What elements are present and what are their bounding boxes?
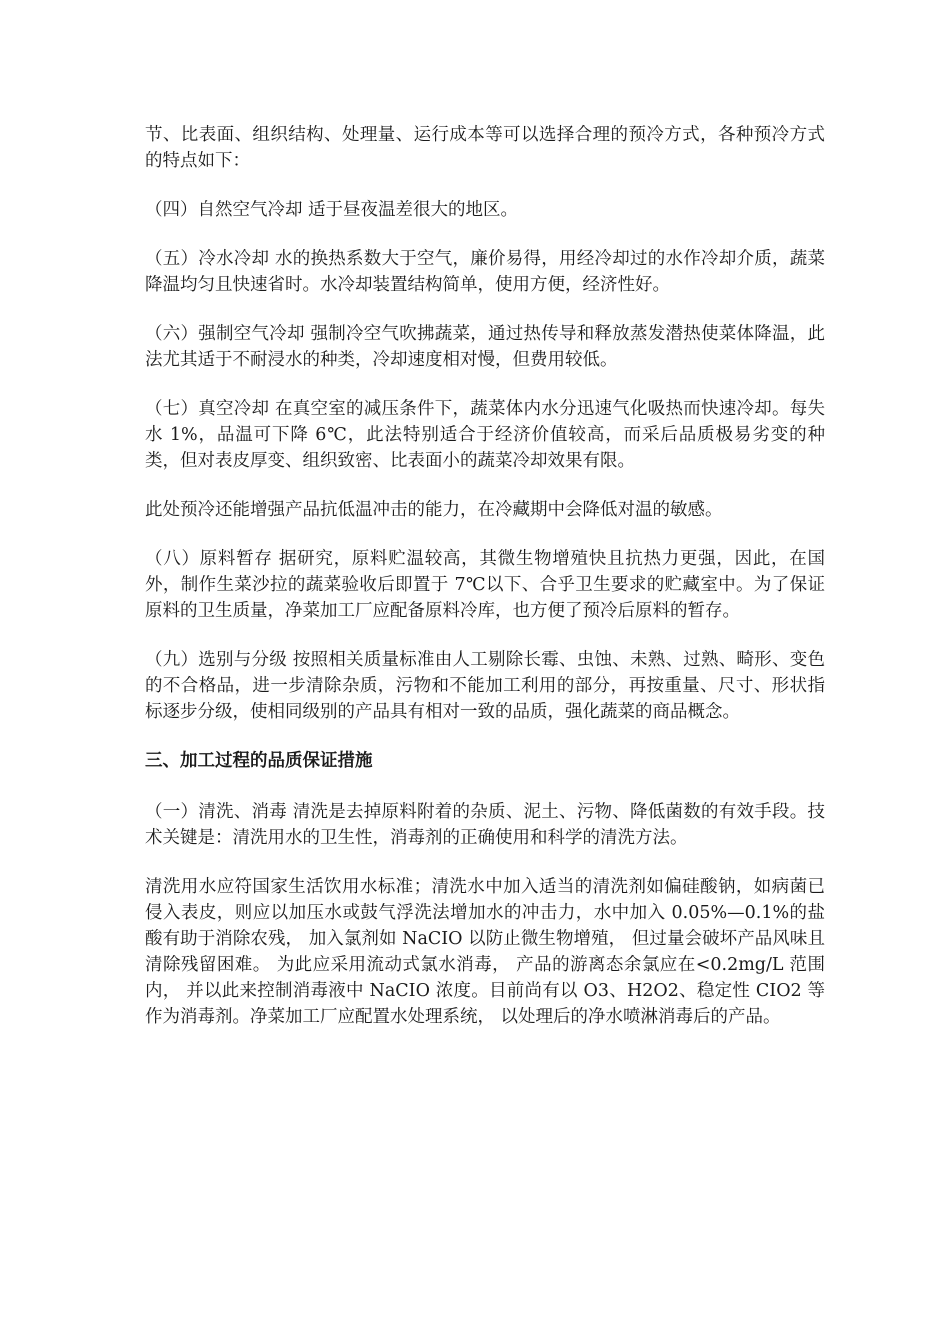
section-heading: 三、加工过程的品质保证措施 xyxy=(145,751,373,771)
document-page xyxy=(145,122,825,1053)
paragraph-forced-air-cooling: （六）强制空气冷却 强制冷空气吹拂蔬菜，通过热传导和释放蒸发潜热使菜体降温，此法尤其适于不耐浸水的种类，冷却速度相对慢，但费用较低。 xyxy=(145,324,825,370)
paragraph-vacuum-cooling: （七）真空冷却 在真空室的减压条件下，蔬菜体内水分迅速气化吸热而快速冷却。每失水 1%，品温可下降 6℃，此法特别适合于经济价值较高，而采后品质极易劣变的种类，但对表皮厚变、组织致密、比表面小的蔬菜冷却效果有限。 xyxy=(145,399,825,471)
paragraph-raw-material-storage: （八）原料暂存 据研究，原料贮温较高，其微生物增殖快且抗热力更强，因此，在国外，制作生菜沙拉的蔬菜验收后即置于 7℃以下、合乎卫生要求的贮藏室中。为了保证原料的卫生质量，净菜加工厂应配备原料冷库，也方便了预冷后原料的暂存。 xyxy=(145,549,825,621)
paragraph-precooling-benefit: 此处预冷还能增强产品抗低温冲击的能力，在冷藏期中会降低对温的敏感。 xyxy=(145,500,723,520)
paragraph-precooling-intro: 节、比表面、组织结构、处理量、运行成本等可以选择合理的预冷方式，各种预冷方式的特点如下： xyxy=(145,125,825,171)
paragraph-cleaning-disinfection: （一）清洗、消毒 清洗是去掉原料附着的杂质、泥土、污物、降低菌数的有效手段。技术关键是：清洗用水的卫生性，消毒剂的正确使用和科学的清洗方法。 xyxy=(145,802,825,848)
paragraph-cold-water-cooling: （五）冷水冷却 水的换热系数大于空气，廉价易得，用经冷却过的水作冷却介质，蔬菜降温均匀且快速省时。水冷却装置结构简单，使用方便，经济性好。 xyxy=(145,249,825,295)
paragraph-sorting-grading: （九）选别与分级 按照相关质量标准由人工剔除长霉、虫蚀、未熟、过熟、畸形、变色的不合格品，进一步清除杂质，污物和不能加工利用的部分，再按重量、尺寸、形状指标逐步分级，使相同级别的产品具有相对一致的品质，强化蔬菜的商品概念。 xyxy=(145,650,825,722)
paragraph-cleaning-water: 清洗用水应符国家生活饮用水标准；清洗水中加入适当的清洗剂如偏硅酸钠，如病菌已侵入表皮，则应以加压水或鼓气浮洗法增加水的冲击力，水中加入 0.05%—0.1%的盐酸有助于消除农残， 加入氯剂如 NaCIO 以防止微生物增殖， 但过量会破坏产品风味且清除残留困难。 为此应采用流动式氯水消毒， 产品的游离态余氯应在<0.2mg/L 范围内， 并以此来控制消毒液中 NaCIO 浓度。目前尚有以 O3、H2O2、稳定性 CIO2 等作为消毒剂。净菜加工厂应配置水处理系统， 以处理后的净水喷淋消毒后的产品。 xyxy=(145,877,825,1027)
paragraph-natural-air-cooling: （四）自然空气冷却 适于昼夜温差很大的地区。 xyxy=(145,200,519,220)
